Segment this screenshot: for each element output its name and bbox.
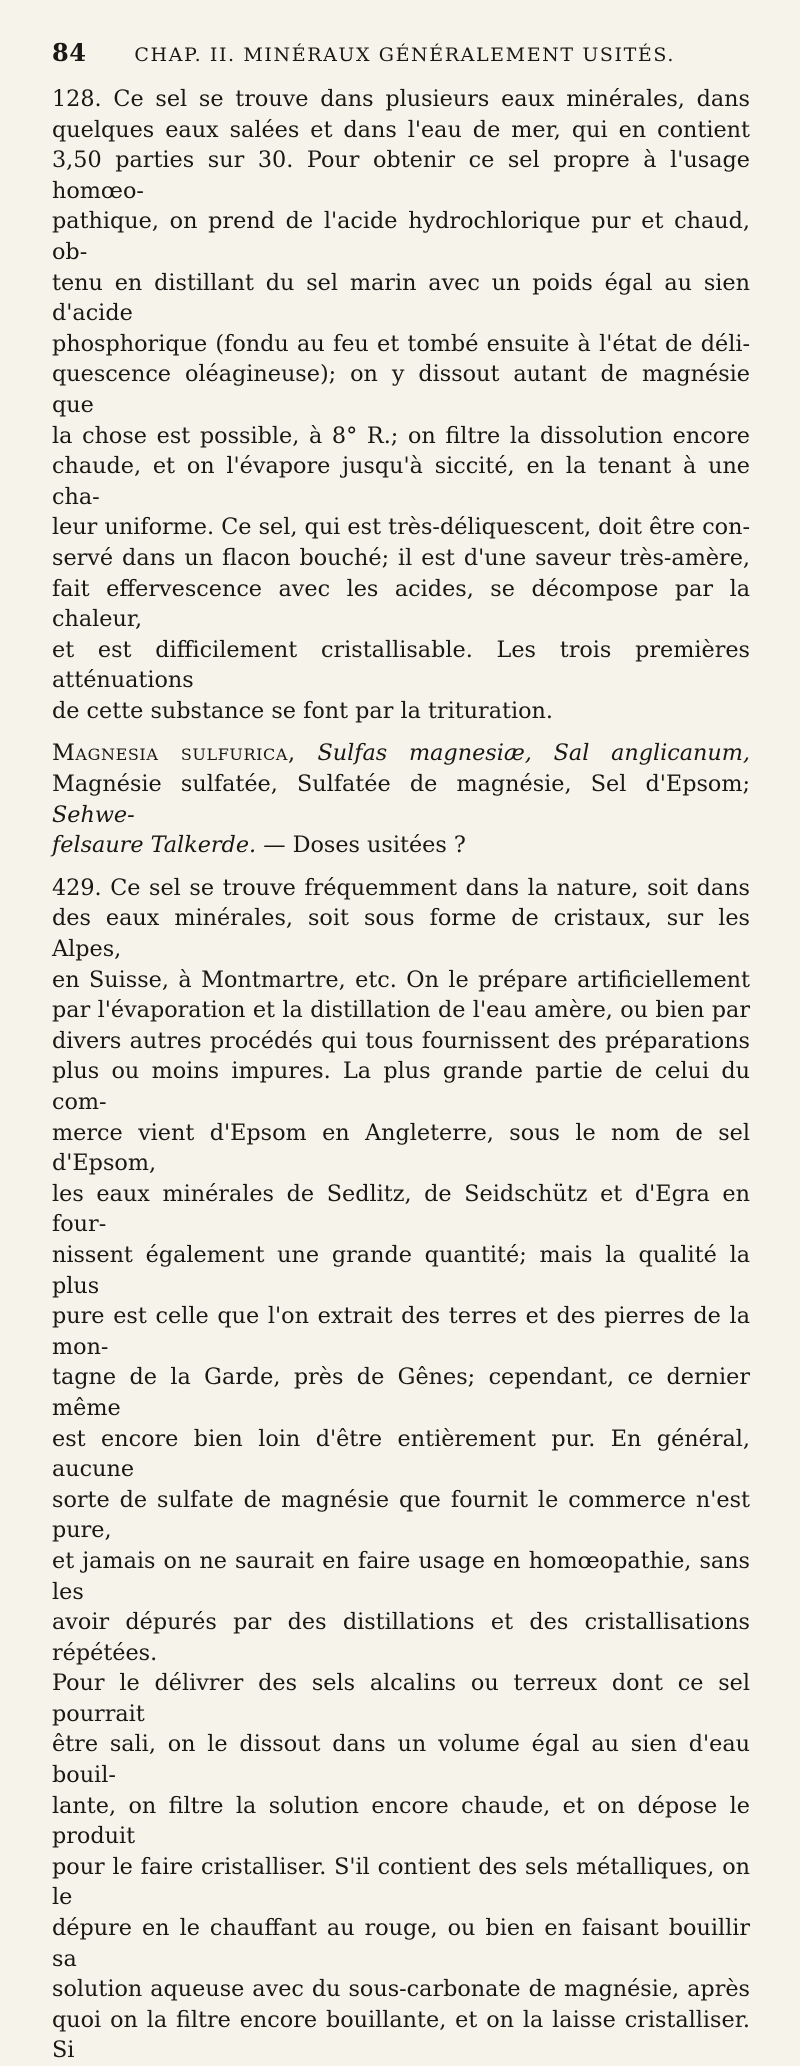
text-line: et jamais on ne saurait en faire usage en homœopathie, sans les [52, 1547, 750, 1605]
text-line: et est difficilement cristallisable. Les trois premières atténuations [52, 636, 750, 694]
paragraph-128 [52, 84, 750, 726]
text-line: servé dans un flacon bouché; il est d'une saveur très-amère, [52, 544, 750, 571]
text-line: quelques eaux salées et dans l'eau de mer, qui en contient [52, 116, 750, 143]
text-line: 128. Ce sel se trouve dans plusieurs eaux minérales, dans [52, 86, 750, 112]
text-line: pour le faire cristalliser. S'il contient des sels métalliques, on le [52, 1853, 750, 1911]
german-name-part1: Sehwe- [52, 801, 135, 828]
substance-name: Magnesia sulfurica, [52, 740, 296, 767]
text-line: tenu en distillant du sel marin avec un poids égal au sien d'acide [52, 269, 750, 327]
text-line: leur uniforme. Ce sel, qui est très-déliquescent, doit être con- [52, 514, 750, 541]
paragraph-429 [52, 873, 750, 2066]
text-line: la chose est possible, à 8° R.; on filtre la dissolution encore [52, 422, 750, 449]
chapter-title: CHAP. II. MINÉRAUX GÉNÉRALEMENT USITÉS. [134, 44, 675, 66]
text-line: les eaux minérales de Sedlitz, de Seidschütz et d'Egra en four- [52, 1180, 750, 1238]
text-line: dépure en le chauffant au rouge, ou bien en faisant bouillir sa [52, 1915, 750, 1972]
text-line: par l'évaporation et la distillation de l'eau amère, ou bien par [52, 997, 750, 1024]
text-line: 3,50 parties sur 30. Pour obtenir ce sel propre à l'usage homœo- [52, 147, 750, 204]
text-line: est encore bien loin d'être entièrement pur. En général, aucune [52, 1425, 750, 1483]
text-line: phosphorique (fondu au feu et tombé ensuite à l'état de déli- [52, 330, 750, 357]
text-line: sorte de sulfate de magnésie que fournit le commerce n'est pure, [52, 1486, 750, 1544]
heading-line-3 [52, 830, 750, 861]
heading-line-1 [52, 738, 750, 769]
text-line: plus ou moins impures. La plus grande partie de celui du com- [52, 1058, 750, 1115]
running-head [52, 38, 750, 72]
text-line: solution aqueuse avec du sous-carbonate de magnésie, après [52, 1976, 750, 2003]
text-line: nissent également une grande quantité; mais la qualité la plus [52, 1241, 750, 1299]
text-line: 429. Ce sel se trouve fréquemment dans la nature, soit dans [52, 874, 750, 901]
text-line: des eaux minérales, soit sous forme de cristaux, sur les Alpes, [52, 905, 750, 963]
text-line: divers autres procédés qui tous fournissent des préparations [52, 1027, 750, 1054]
text-line: quoi on la filtre encore bouillante, et on la laisse cristalliser. Si [52, 2006, 750, 2064]
german-name-part2: felsaure Talkerde. [52, 832, 257, 859]
substance-heading [52, 738, 750, 860]
page-number: 84 [52, 38, 87, 67]
text-line: en Suisse, à Montmartre, etc. On le prépare artificiellement [52, 966, 750, 993]
text-line: tagne de la Garde, près de Gênes; cependant, ce dernier même [52, 1364, 750, 1421]
text-line: avoir dépurés par des distillations et des cristallisations répétées. [52, 1609, 750, 1666]
text-line: quescence oléagineuse); on y dissout autant de magnésie que [52, 361, 750, 418]
text-line: merce vient d'Epsom en Angleterre, sous le nom de sel d'Epsom, [52, 1119, 750, 1177]
text-line: de cette substance se font par la trituration. [52, 697, 553, 724]
text-line: fait effervescence avec les acides, se décompose par la chaleur, [52, 575, 750, 633]
text-line: chaude, et on l'évapore jusqu'à siccité, en la tenant à une cha- [52, 453, 750, 510]
text-line: pure est celle que l'on extrait des terres et des pierres de la mon- [52, 1303, 750, 1360]
text-line: lante, on filtre la solution encore chaude, et on dépose le produit [52, 1792, 750, 1850]
heading-line-2 [52, 769, 750, 830]
text-line: Pour le délivrer des sels alcalins ou terreux dont ce sel pourrait [52, 1670, 750, 1727]
french-names: Magnésie sulfatée, Sulfatée de magnésie, Sel d'Epsom; [52, 771, 750, 798]
text-line: pathique, on prend de l'acide hydrochlorique pur et chaud, ob- [52, 208, 750, 265]
doses-label: — Doses usitées ? [263, 832, 466, 859]
text-line: être sali, on le dissout dans un volume égal au sien d'eau bouil- [52, 1731, 750, 1789]
latin-names: Sulfas magnesiæ, Sal anglicanum, [317, 740, 750, 767]
